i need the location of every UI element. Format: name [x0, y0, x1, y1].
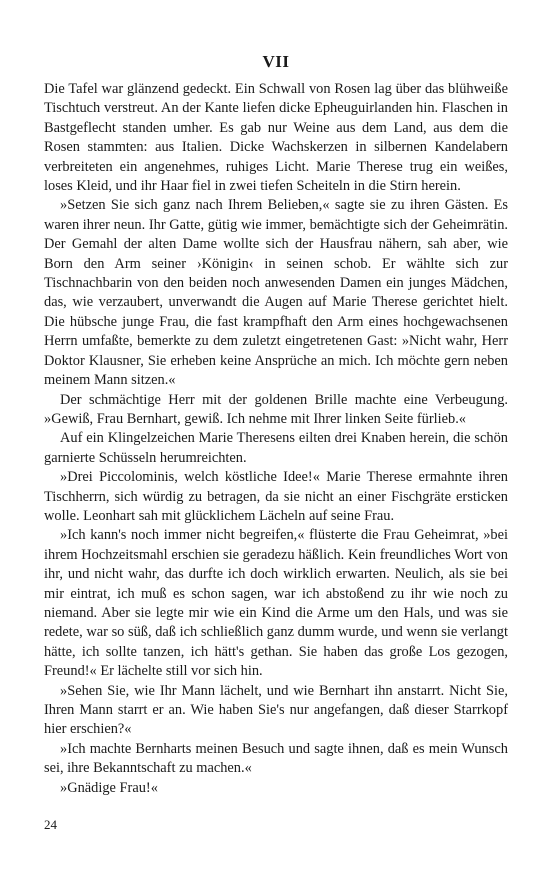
paragraph-5: »Drei Piccolominis, welch köstliche Idee!« Marie Therese ermahnte ihren Tischherrn, sich würdig zu betragen, da sie nicht an einer Fischgräte ersticken wolle. Leonhart sah mit glücklichem Lächeln auf seine Frau.: [44, 469, 508, 524]
paragraph-2: »Setzen Sie sich ganz nach Ihrem Belieben,« sagte sie zu ihren Gästen. Es waren ihrer neun. Ihr Gatte, gütig wie immer, bemächtigte sich der Geheimrätin. Der Gemahl der alten Dame wollte sich der Hausfrau nähern, sah aber, wie Born den Arm seiner ›Königin‹ in seinen schob. Er wählte sich zur Tischnachbarin von den beiden noch anwesenden Damen ein junges Mädchen, das, wie verzaubert, unverwandt die Augen auf Marie Therese gerichtet hielt. Die hübsche junge Frau, die fast krampfhaft den Arm eines hochgewachsenen Herrn umfaßte, bemerkte zu dem zuletzt eingetretenen Gast: »Nicht wahr, Herr Doktor Klausner, Sie erheben keine Ansprüche an mich. Ich möchte gern neben meinem Mann sitzen.«: [44, 197, 508, 389]
paragraph-4: Auf ein Klingelzeichen Marie Theresens eilten drei Knaben herein, die schön garnierte Schüsseln herumreichten.: [44, 430, 508, 466]
paragraph-3: Der schmächtige Herr mit der goldenen Brille machte eine Verbeugung. »Gewiß, Frau Bernhart, gewiß. Ich nehme mit Ihrer linken Seite fürlieb.«: [44, 391, 508, 427]
paragraph-6: »Ich kann's noch immer nicht begreifen,« flüsterte die Frau Geheimrat, »bei ihrem Hochzeitsmahl erschien sie geradezu häßlich. Kein freundliches Wort von ihr, und nicht wahr, das durfte ich doch wirklich erwarten. Neulich, als sie bei mir eintrat, ich muß es schon sagen, war ich abstoßend zu ihr wie noch zu niemand. Aber sie legte mir wie ein Kind die Arme um den Hals, und was sie redete, war so süß, daß ich schließlich ganz dumm wurde, und wenn sie verlangt hätte, ich sollte tanzen, ich hätt's gethan. Sie haben das große Los gezogen, Freund!« Er lächelte still vor sich hin.: [44, 527, 508, 680]
chapter-title: VII: [262, 52, 290, 71]
paragraph-8: »Ich machte Bernharts meinen Besuch und sagte ihnen, daß es mein Wunsch sei, ihre Bekanntschaft zu machen.«: [44, 740, 508, 777]
paragraph-9: »Gnädige Frau!«: [60, 779, 158, 796]
page-number: 24: [44, 817, 57, 832]
book-page: [44, 52, 508, 798]
paragraph-1: Die Tafel war glänzend gedeckt. Ein Schwall von Rosen lag über das blühweiße Tischtuch verstreut. An der Kante liefen dicke Epheuguirlanden hin. Flaschen in Bastgeflecht standen umher. Es gab nur Weine aus dem Land, aus dem die Rosen stammten: aus Italien. Dicke Wachskerzen in silbernen Kandelabern verbreiteten ein angenehmes, ruhiges Licht. Marie Therese trug ein weißes, loses Kleid, und ihr Haar fiel in zwei tiefen Scheiteln in die Stirn herein.: [44, 81, 508, 195]
paragraph-7: »Sehen Sie, wie Ihr Mann lächelt, und wie Bernhart ihn anstarrt. Nicht Sie, Ihren Mann starrt er an. Wie haben Sie's nur angefangen, daß dieser Starrkopf hier erschien?«: [44, 682, 508, 738]
